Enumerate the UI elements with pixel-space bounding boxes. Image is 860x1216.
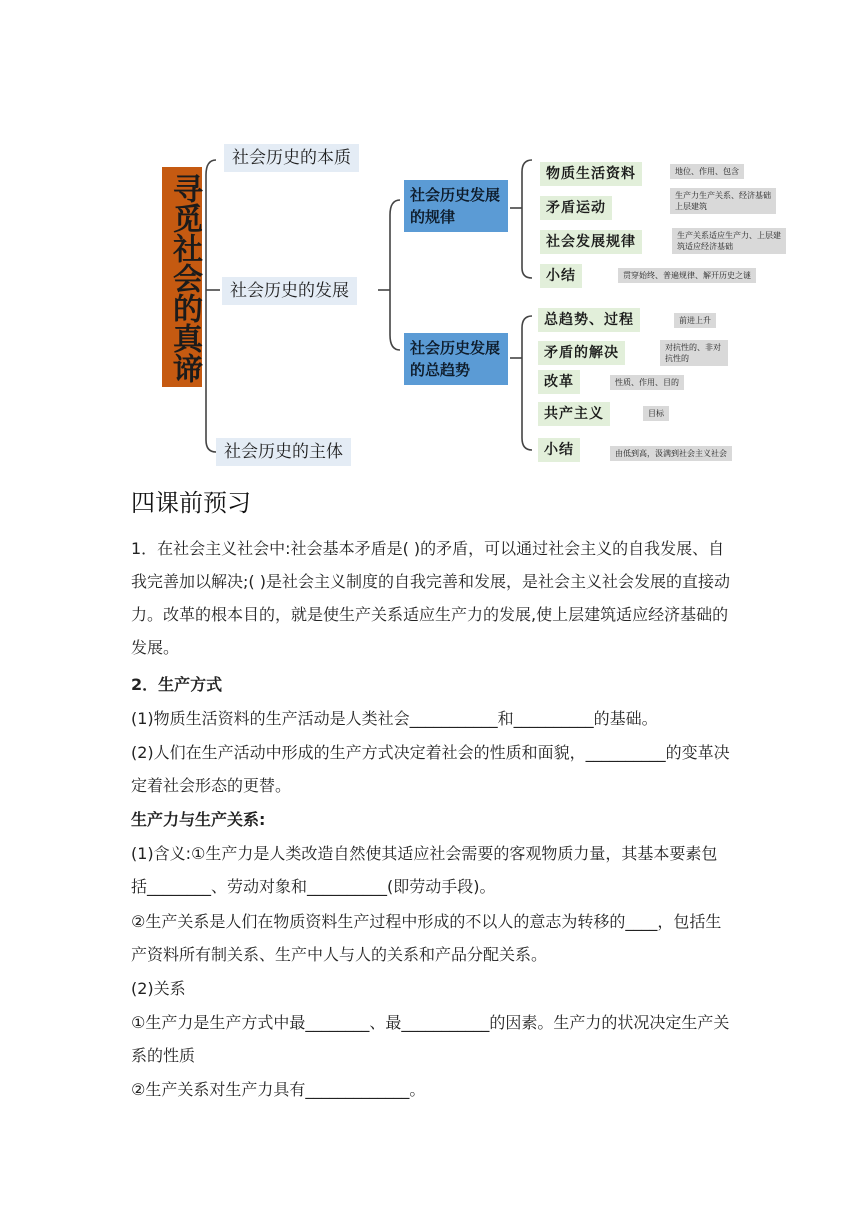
trend-item-note: 性质、作用、目的 [610,375,684,390]
paragraph-7: ①生产力是生产方式中最________、最___________的因素。生产力的状况决定生产关系的性质 [131,1013,730,1065]
mindmap-root: 寻觅社会的真谛 [162,167,202,387]
rules-item-label: 小结 [540,264,582,288]
heading-forces-relations: 生产力与生产关系: [131,810,266,829]
trend-item-label: 矛盾的解决 [538,341,625,365]
rules-item-label: 社会发展规律 [540,230,642,254]
level1-subject: 社会历史的主体 [216,438,351,466]
trend-item-label: 小结 [538,438,580,462]
paragraph-5: ②生产关系是人们在物质资料生产过程中形成的不以人的意志为转移的____，包括生产资料所有制关系、生产中人与人的关系和产品分配关系。 [131,912,722,964]
level2-rules: 社会历史发展的规律 [404,180,508,232]
level1-essence: 社会历史的本质 [224,144,359,172]
rules-item-label: 矛盾运动 [540,196,612,220]
trend-item-note: 前进上升 [674,313,716,328]
trend-item-label: 总趋势、过程 [538,308,640,332]
trend-item-note: 对抗性的、非对抗性的 [660,340,728,366]
level2-trend: 社会历史发展的总趋势 [404,333,508,385]
paragraph-1: 1．在社会主义社会中:社会基本矛盾是( )的矛盾，可以通过社会主义的自我发展、自我完善加以解决;( )是社会主义制度的自我完善和发展，是社会主义社会发展的直接动力。改革的根本目的，就是使生产关系适应生产力的发展,使上层建筑适应经济基础的发展。 [131,539,730,657]
level1-development: 社会历史的发展 [222,277,357,305]
rules-item-note: 贯穿始终、普遍规律、解开历史之谜 [618,268,756,283]
paragraph-8: ②生产关系对生产力具有_____________。 [131,1080,426,1099]
trend-item-label: 改革 [538,370,580,394]
trend-item-note: 由低到高，汲满到社会主义社会 [610,446,732,461]
trend-item-label: 共产主义 [538,402,610,426]
paragraph-3: (2)人们在生产活动中形成的生产方式决定着社会的性质和面貌，__________的变革决定着社会形态的更替。 [131,743,730,795]
heading-production-mode: 2．生产方式 [131,675,223,694]
trend-item-note: 目标 [643,406,669,421]
paragraph-4: (1)含义:①生产力是人类改造自然使其适应社会需要的客观物质力量，其基本要素包括________、劳动对象和__________(即劳动手段)。 [131,844,718,896]
rules-item-note: 生产关系适应生产力、上层建筑适应经济基础 [672,228,786,254]
rules-item-label: 物质生活资料 [540,162,642,186]
paragraph-2: (1)物质生活资料的生产活动是人类社会___________和__________的基础。 [131,709,658,728]
section-title: 四课前预习 [131,489,251,517]
rules-item-note: 生产力生产关系、经济基础上层建筑 [670,188,776,214]
paragraph-6: (2)关系 [131,979,186,998]
rules-item-note: 地位、作用、包含 [670,164,744,179]
